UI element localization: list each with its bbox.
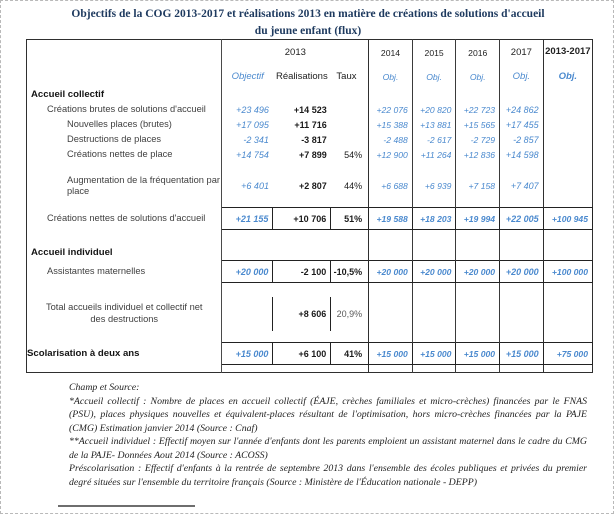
spacer-row xyxy=(27,198,593,208)
cell-2017: +20 000 xyxy=(500,261,544,283)
cell-2015: +18 203 xyxy=(412,208,456,230)
data-table-wrapper xyxy=(26,39,593,373)
cell-2017 xyxy=(500,163,544,175)
row-label xyxy=(27,283,222,297)
cell-2017: +14 598 xyxy=(500,148,544,163)
cell-objectif: +20 000 xyxy=(222,261,273,283)
cell-total xyxy=(543,198,592,208)
row-label: Destructions de places xyxy=(27,133,222,148)
cell-taux xyxy=(331,331,369,343)
cell-2016 xyxy=(456,297,500,331)
cell-total xyxy=(543,175,592,198)
cell-2014: +19 588 xyxy=(369,208,413,230)
cell-taux xyxy=(331,88,369,103)
header-realisations: Réalisations xyxy=(275,71,328,82)
header-obj-2015: Obj. xyxy=(412,66,456,88)
header-row-years xyxy=(27,40,593,66)
table-row xyxy=(27,261,593,283)
cell-total xyxy=(543,246,592,261)
cell-objectif: -2 341 xyxy=(243,135,269,145)
cell-2016: +15 565 xyxy=(456,118,500,133)
row-label: Total accueils individuel et collectif net des destructions xyxy=(27,297,222,331)
spacer-row xyxy=(27,365,593,373)
cell-objectif xyxy=(222,283,273,297)
cell-2015: +6 939 xyxy=(412,175,456,198)
cell-2015 xyxy=(412,230,456,246)
header-obj-2017: Obj. xyxy=(500,66,544,88)
cell-2015 xyxy=(412,331,456,343)
footnotes xyxy=(69,381,587,489)
cell-2014 xyxy=(369,246,413,261)
cell-realisations: +14 523 xyxy=(293,105,327,115)
footnote-prescolarisation: Préscolarisation : Effectif d'enfants à la rentrée de septembre 2013 dans l'ensemble des écoles publiques et privées du premier degré situées sur l'ensemble du territoire français (Source : Ministère de l'Éducation nationale - DEPP) xyxy=(69,463,587,488)
cell-2017 xyxy=(500,230,544,246)
cell-realisations: +7 899 xyxy=(298,150,327,160)
cell-2016: +15 000 xyxy=(456,343,500,365)
row-label xyxy=(27,365,222,373)
cell-objectif xyxy=(222,163,273,175)
table-header xyxy=(27,40,593,88)
row-label: Scolarisation à deux ans xyxy=(27,343,222,365)
cell-realisations xyxy=(273,198,331,208)
cell-taux: 41% xyxy=(331,343,369,365)
footnote-heading: Champ et Source: xyxy=(69,382,140,393)
cell-objectif: +14 754 xyxy=(236,150,269,160)
cell-objectif: +17 095 xyxy=(236,120,269,130)
cell-2016 xyxy=(456,283,500,297)
cell-2015 xyxy=(412,198,456,208)
cell-objectif xyxy=(222,246,273,261)
cell-2017 xyxy=(500,246,544,261)
cell-taux: 44% xyxy=(331,175,369,198)
cell-objectif: +23 496 xyxy=(236,105,269,115)
row-label: Accueil collectif xyxy=(27,88,222,103)
cell-2017: +17 455 xyxy=(500,118,544,133)
cell-2014: +15 388 xyxy=(369,118,413,133)
cell-2016: +19 994 xyxy=(456,208,500,230)
cell-total xyxy=(543,148,592,163)
spacer-row xyxy=(27,283,593,297)
cell-objectif: +21 155 xyxy=(222,208,273,230)
header-2014: 2014 xyxy=(369,40,413,66)
cell-total xyxy=(543,365,592,373)
cell-2016 xyxy=(456,198,500,208)
cell-2016: +12 836 xyxy=(456,148,500,163)
row-label xyxy=(27,198,222,208)
header-2013-group: 2013 xyxy=(222,40,369,66)
table-row xyxy=(27,133,593,148)
header-2013-2017: 2013-2017 xyxy=(545,46,591,58)
cell-2016 xyxy=(456,246,500,261)
row-label: Augmentation de la fréquentation par place xyxy=(27,175,222,198)
table-row xyxy=(27,343,593,365)
cell-total xyxy=(543,163,592,175)
cell-total xyxy=(543,133,592,148)
cell-2015: +20 000 xyxy=(412,261,456,283)
cell-taux xyxy=(331,230,369,246)
cell-2014 xyxy=(369,163,413,175)
cell-2016 xyxy=(456,365,500,373)
header-2016: 2016 xyxy=(456,40,500,66)
cell-2014: -2 488 xyxy=(369,133,413,148)
cell-realisations xyxy=(273,230,331,246)
footnote-separator-rule xyxy=(58,505,195,507)
header-taux: Taux xyxy=(331,66,369,88)
header-2017: 2017 xyxy=(500,40,544,66)
table-row xyxy=(27,246,593,261)
cell-objectif xyxy=(222,230,273,246)
cell-2015 xyxy=(412,163,456,175)
cell-2016: -2 729 xyxy=(456,133,500,148)
row-label: Accueil individuel xyxy=(27,246,222,261)
cell-2014 xyxy=(369,283,413,297)
cell-2014 xyxy=(369,331,413,343)
cell-taux: 20,9% xyxy=(331,297,369,331)
cell-2017: +7 407 xyxy=(500,175,544,198)
cell-2014 xyxy=(369,297,413,331)
row-label: Créations brutes de solutions d'accueil xyxy=(27,103,222,118)
cell-total xyxy=(543,331,592,343)
footnote-accueil-individuel: **Accueil individuel : Effectif moyen sur l'année d'enfants dont les parents emploient un assistant maternel dans le cadre du CMG de la PAJE- Données Aout 2014 (Source : ACOSS) xyxy=(69,436,587,461)
spacer-row xyxy=(27,331,593,343)
cell-2014 xyxy=(369,230,413,246)
cell-total xyxy=(543,283,592,297)
cell-realisations xyxy=(273,283,331,297)
cell-2014: +6 688 xyxy=(369,175,413,198)
cell-2015 xyxy=(412,88,456,103)
cell-realisations: +2 807 xyxy=(298,181,327,192)
cell-realisations: -3 817 xyxy=(301,135,327,145)
table-row xyxy=(27,208,593,230)
cell-total: +100 945 xyxy=(543,208,592,230)
cell-2016 xyxy=(456,163,500,175)
cell-2017: +24 862 xyxy=(500,103,544,118)
row-label xyxy=(27,331,222,343)
cell-objectif xyxy=(222,365,273,373)
header-obj-2014: Obj. xyxy=(369,66,413,88)
cell-2016 xyxy=(456,230,500,246)
cell-total xyxy=(543,88,592,103)
cell-taux xyxy=(331,365,369,373)
cell-objectif: +6 401 xyxy=(241,181,269,192)
row-label: Créations nettes de place xyxy=(27,148,222,163)
cell-taux: -10,5% xyxy=(331,261,369,283)
table-row xyxy=(27,297,593,331)
cell-taux xyxy=(331,283,369,297)
cell-realisations xyxy=(273,365,331,373)
cell-realisations xyxy=(273,88,331,103)
data-table xyxy=(26,39,593,373)
cell-2016: +7 158 xyxy=(456,175,500,198)
cell-realisations: +10 706 xyxy=(273,208,331,230)
cell-2015 xyxy=(412,246,456,261)
cell-2017 xyxy=(500,331,544,343)
cell-2014: +22 076 xyxy=(369,103,413,118)
cell-2017 xyxy=(500,365,544,373)
cell-2017: +22 005 xyxy=(500,208,544,230)
cell-2016 xyxy=(456,331,500,343)
cell-2017: -2 857 xyxy=(500,133,544,148)
cell-2014: +15 000 xyxy=(369,343,413,365)
cell-total xyxy=(543,297,592,331)
header-obj-2016: Obj. xyxy=(456,66,500,88)
cell-2016 xyxy=(456,88,500,103)
cell-2014 xyxy=(369,365,413,373)
row-label: Nouvelles places (brutes) xyxy=(27,118,222,133)
cell-taux: 51% xyxy=(331,208,369,230)
cell-2017 xyxy=(500,198,544,208)
cell-2015: +15 000 xyxy=(412,343,456,365)
cell-realisations: -2 100 xyxy=(273,261,331,283)
cell-total xyxy=(543,230,592,246)
cell-total: +75 000 xyxy=(543,343,592,365)
cell-taux xyxy=(331,163,369,175)
cell-2017: +15 000 xyxy=(500,343,544,365)
cell-realisations: +6 100 xyxy=(273,343,331,365)
header-2015: 2015 xyxy=(412,40,456,66)
cell-objectif: +15 000 xyxy=(222,343,273,365)
table-row xyxy=(27,103,593,118)
cell-realisations: +11 716 xyxy=(294,120,327,130)
row-label: Créations nettes de solutions d'accueil xyxy=(27,208,222,230)
header-empty-cell xyxy=(27,40,222,88)
cell-2015: +11 264 xyxy=(412,148,456,163)
table-row xyxy=(27,88,593,103)
cell-taux: 54% xyxy=(331,148,369,163)
cell-objectif xyxy=(222,88,273,103)
spacer-row xyxy=(27,163,593,175)
cell-objectif xyxy=(222,297,273,331)
cell-2015 xyxy=(412,297,456,331)
cell-total xyxy=(543,118,592,133)
cell-2014 xyxy=(369,88,413,103)
footnote-accueil-collectif: *Accueil collectif : Nombre de places en accueil collectif (ÉAJE, crèches familiales et micro-crèches) financées par le FNAS (PSU), places physiques nouvelles et équivalent-places résultant de l'optimisation, hors micro-crèches financées par la PAJE (CMG) Estimation janvier 2014 (Source : Cnaf) xyxy=(69,395,587,434)
cell-2015: -2 617 xyxy=(412,133,456,148)
cell-2015 xyxy=(412,365,456,373)
cell-2017 xyxy=(500,88,544,103)
cell-taux xyxy=(331,118,369,133)
row-label: Assistantes maternelles xyxy=(27,261,222,283)
cell-taux xyxy=(331,133,369,148)
table-body xyxy=(27,88,593,373)
cell-2016: +20 000 xyxy=(456,261,500,283)
cell-realisations xyxy=(273,331,331,343)
cell-2017 xyxy=(500,283,544,297)
cell-2014 xyxy=(369,198,413,208)
cell-taux xyxy=(331,103,369,118)
cell-taux xyxy=(331,198,369,208)
cell-realisations xyxy=(273,246,331,261)
cell-realisations xyxy=(273,163,331,175)
page-title: Objectifs de la COG 2013-2017 et réalisations 2013 en matière de créations de solutions d'accueil du jeune enfant (flux) xyxy=(71,8,545,37)
cell-2015 xyxy=(412,283,456,297)
spacer-row xyxy=(27,230,593,246)
cell-2017 xyxy=(500,297,544,331)
cell-realisations: +8 606 xyxy=(273,297,331,331)
cell-2014: +20 000 xyxy=(369,261,413,283)
cell-2015: +13 881 xyxy=(412,118,456,133)
cell-objectif xyxy=(222,198,273,208)
cell-2015: +20 820 xyxy=(412,103,456,118)
cell-total: +100 000 xyxy=(543,261,592,283)
cell-2016: +22 723 xyxy=(456,103,500,118)
row-label xyxy=(27,230,222,246)
table-row xyxy=(27,148,593,163)
header-obj-total: Obj. xyxy=(558,71,578,82)
header-objectif: Objectif xyxy=(231,71,264,82)
cell-objectif xyxy=(222,331,273,343)
table-row xyxy=(27,175,593,198)
cell-total xyxy=(543,103,592,118)
table-row xyxy=(27,118,593,133)
row-label xyxy=(27,163,222,175)
cell-taux xyxy=(331,246,369,261)
cell-2014: +12 900 xyxy=(369,148,413,163)
